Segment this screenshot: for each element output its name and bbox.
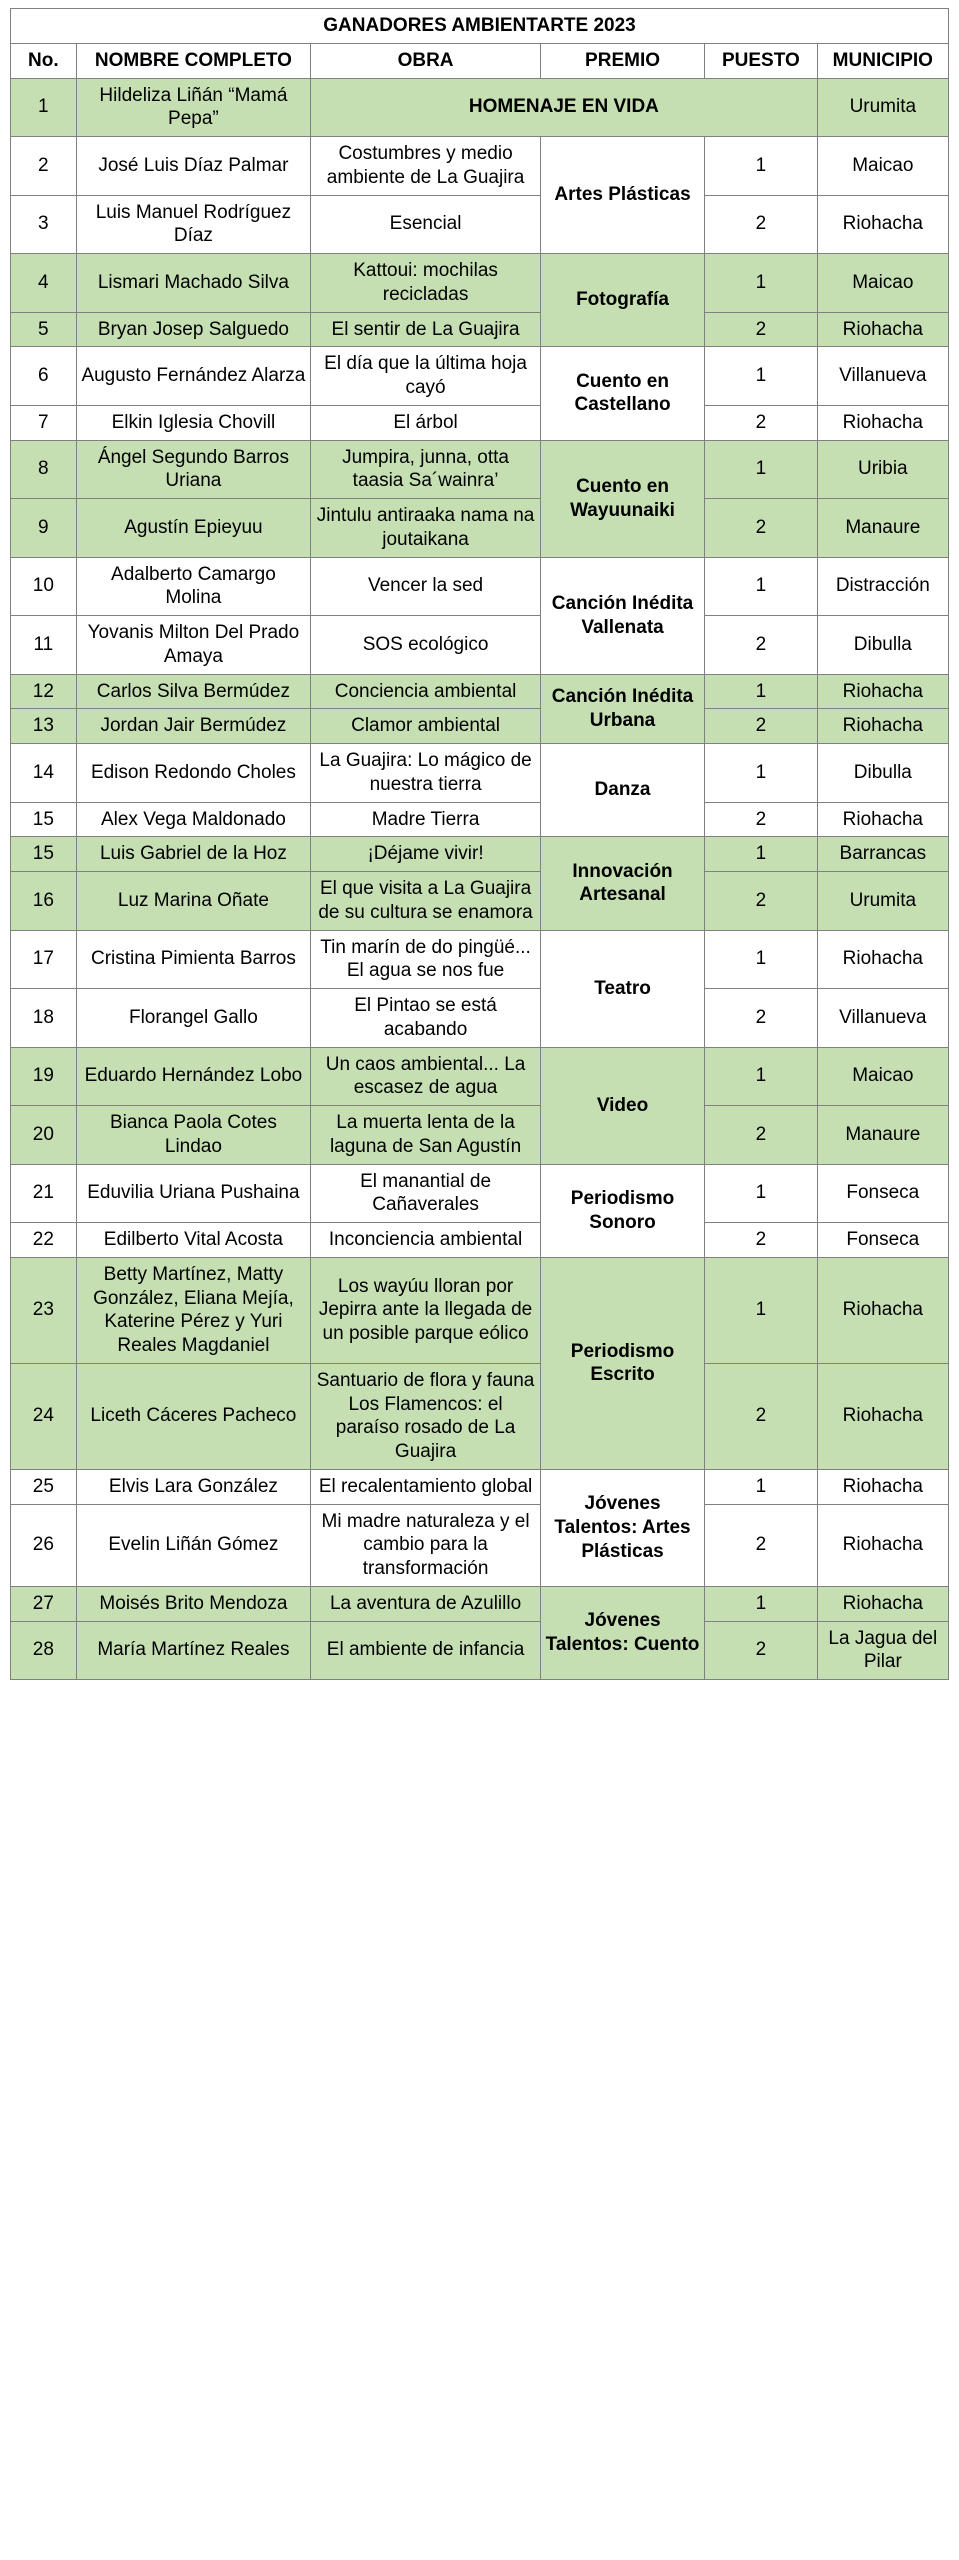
cell-obra: Un caos ambiental... La escasez de agua	[311, 1047, 541, 1106]
cell-nombre: Hildeliza Liñán “Mamá Pepa”	[76, 78, 311, 137]
cell-nombre: José Luis Díaz Palmar	[76, 137, 311, 196]
table-row	[11, 1223, 949, 1258]
table-row	[11, 989, 949, 1048]
cell-puesto: 2	[705, 1223, 818, 1258]
table-row	[11, 1469, 949, 1504]
cell-premio: Canción Inédita Vallenata	[540, 557, 704, 674]
cell-obra: Kattoui: mochilas recicladas	[311, 254, 541, 313]
table-row	[11, 440, 949, 499]
cell-obra: La aventura de Azulillo	[311, 1586, 541, 1621]
column-header-nombre: NOMBRE COMPLETO	[76, 43, 311, 78]
cell-obra: Jintulu antiraaka nama na joutaikana	[311, 499, 541, 558]
cell-obra: La Guajira: Lo mágico de nuestra tierra	[311, 744, 541, 803]
cell-municipio: Maicao	[817, 1047, 948, 1106]
table-header	[11, 9, 949, 79]
cell-obra: El día que la última hoja cayó	[311, 347, 541, 406]
table-row	[11, 1363, 949, 1469]
cell-obra: Esencial	[311, 195, 541, 254]
table-row	[11, 195, 949, 254]
cell-puesto: 1	[705, 1586, 818, 1621]
cell-puesto: 2	[705, 989, 818, 1048]
cell-municipio: Dibulla	[817, 744, 948, 803]
cell-municipio: Riohacha	[817, 1363, 948, 1469]
cell-puesto: 2	[705, 616, 818, 675]
cell-puesto: 1	[705, 1164, 818, 1223]
cell-nombre: Edison Redondo Choles	[76, 744, 311, 803]
cell-municipio: Riohacha	[817, 674, 948, 709]
cell-no: 28	[11, 1621, 77, 1680]
cell-municipio: Riohacha	[817, 1504, 948, 1586]
cell-puesto: 2	[705, 709, 818, 744]
cell-nombre: Ángel Segundo Barros Uriana	[76, 440, 311, 499]
cell-no: 27	[11, 1586, 77, 1621]
cell-no: 14	[11, 744, 77, 803]
cell-puesto: 1	[705, 744, 818, 803]
cell-obra: El sentir de La Guajira	[311, 312, 541, 347]
table-row	[11, 709, 949, 744]
cell-no: 4	[11, 254, 77, 313]
cell-nombre: Elvis Lara González	[76, 1469, 311, 1504]
cell-municipio: Riohacha	[817, 1469, 948, 1504]
cell-municipio: Riohacha	[817, 709, 948, 744]
title-row	[11, 9, 949, 44]
table-row	[11, 312, 949, 347]
cell-obra: El ambiente de infancia	[311, 1621, 541, 1680]
winners-table	[10, 8, 949, 1680]
page-title: GANADORES AMBIENTARTE 2023	[11, 9, 949, 44]
cell-obra: Tin marín de do pingüé... El agua se nos fue	[311, 930, 541, 989]
cell-nombre: Cristina Pimienta Barros	[76, 930, 311, 989]
table-row	[11, 499, 949, 558]
cell-obra: Conciencia ambiental	[311, 674, 541, 709]
cell-municipio: Dibulla	[817, 616, 948, 675]
cell-no: 10	[11, 557, 77, 616]
cell-nombre: Evelin Liñán Gómez	[76, 1504, 311, 1586]
cell-no: 2	[11, 137, 77, 196]
cell-puesto: 1	[705, 837, 818, 872]
table-row	[11, 802, 949, 837]
table-row	[11, 347, 949, 406]
table-row	[11, 744, 949, 803]
cell-no: 11	[11, 616, 77, 675]
cell-puesto: 1	[705, 1469, 818, 1504]
cell-puesto: 2	[705, 1106, 818, 1165]
cell-premio: Cuento en Wayuunaiki	[540, 440, 704, 557]
cell-puesto: 2	[705, 499, 818, 558]
table-row	[11, 1106, 949, 1165]
cell-municipio: Fonseca	[817, 1223, 948, 1258]
cell-municipio: Manaure	[817, 499, 948, 558]
cell-no: 16	[11, 872, 77, 931]
column-header-puesto: PUESTO	[705, 43, 818, 78]
cell-premio: Jóvenes Talentos: Cuento	[540, 1586, 704, 1679]
cell-no: 25	[11, 1469, 77, 1504]
table-row	[11, 674, 949, 709]
cell-puesto: 2	[705, 312, 818, 347]
cell-nombre: Lismari Machado Silva	[76, 254, 311, 313]
cell-puesto: 1	[705, 1047, 818, 1106]
table-row	[11, 78, 949, 137]
cell-obra: Santuario de flora y fauna Los Flamencos: el paraíso rosado de La Guajira	[311, 1363, 541, 1469]
cell-premio: Fotografía	[540, 254, 704, 347]
cell-nombre: Eduvilia Uriana Pushaina	[76, 1164, 311, 1223]
cell-puesto: 1	[705, 137, 818, 196]
cell-obra: El Pintao se está acabando	[311, 989, 541, 1048]
cell-nombre: Yovanis Milton Del Prado Amaya	[76, 616, 311, 675]
cell-no: 1	[11, 78, 77, 137]
table-row	[11, 254, 949, 313]
cell-puesto: 2	[705, 405, 818, 440]
cell-municipio: Villanueva	[817, 347, 948, 406]
cell-obra: El recalentamiento global	[311, 1469, 541, 1504]
cell-municipio: Barrancas	[817, 837, 948, 872]
cell-obra: El que visita a La Guajira de su cultura se enamora	[311, 872, 541, 931]
cell-nombre: Alex Vega Maldonado	[76, 802, 311, 837]
column-header-no: No.	[11, 43, 77, 78]
cell-no: 17	[11, 930, 77, 989]
cell-premio: Danza	[540, 744, 704, 837]
cell-puesto: 2	[705, 802, 818, 837]
cell-premio: Periodismo Escrito	[540, 1257, 704, 1469]
column-header-premio: PREMIO	[540, 43, 704, 78]
cell-municipio: Riohacha	[817, 195, 948, 254]
cell-no: 24	[11, 1363, 77, 1469]
cell-municipio: La Jagua del Pilar	[817, 1621, 948, 1680]
cell-obra: El manantial de Cañaverales	[311, 1164, 541, 1223]
cell-no: 21	[11, 1164, 77, 1223]
table-row	[11, 837, 949, 872]
cell-obra: Inconciencia ambiental	[311, 1223, 541, 1258]
cell-obra: El árbol	[311, 405, 541, 440]
table-row	[11, 1621, 949, 1680]
column-header-row	[11, 43, 949, 78]
cell-premio: Video	[540, 1047, 704, 1164]
cell-municipio: Maicao	[817, 137, 948, 196]
cell-nombre: Elkin Iglesia Chovill	[76, 405, 311, 440]
cell-municipio: Villanueva	[817, 989, 948, 1048]
table-row	[11, 1257, 949, 1363]
cell-nombre: Carlos Silva Bermúdez	[76, 674, 311, 709]
table-row	[11, 137, 949, 196]
cell-premio: Artes Plásticas	[540, 137, 704, 254]
cell-obra: Mi madre naturaleza y el cambio para la transformación	[311, 1504, 541, 1586]
cell-nombre: Liceth Cáceres Pacheco	[76, 1363, 311, 1469]
cell-premio: Periodismo Sonoro	[540, 1164, 704, 1257]
cell-no: 6	[11, 347, 77, 406]
cell-puesto: 2	[705, 195, 818, 254]
cell-obra-merged: HOMENAJE EN VIDA	[311, 78, 817, 137]
cell-nombre: Luis Gabriel de la Hoz	[76, 837, 311, 872]
cell-nombre: Moisés Brito Mendoza	[76, 1586, 311, 1621]
cell-obra: Los wayúu lloran por Jepirra ante la llegada de un posible parque eólico	[311, 1257, 541, 1363]
cell-no: 9	[11, 499, 77, 558]
cell-puesto: 1	[705, 674, 818, 709]
cell-premio: Cuento en Castellano	[540, 347, 704, 440]
table-row	[11, 557, 949, 616]
cell-nombre: Eduardo Hernández Lobo	[76, 1047, 311, 1106]
table-row	[11, 405, 949, 440]
cell-obra: La muerta lenta de la laguna de San Agustín	[311, 1106, 541, 1165]
table-row	[11, 1047, 949, 1106]
cell-obra: ¡Déjame vivir!	[311, 837, 541, 872]
cell-premio: Canción Inédita Urbana	[540, 674, 704, 744]
table-row	[11, 930, 949, 989]
cell-municipio: Riohacha	[817, 405, 948, 440]
cell-no: 8	[11, 440, 77, 499]
cell-nombre: Bianca Paola Cotes Lindao	[76, 1106, 311, 1165]
cell-obra: Jumpira, junna, otta taasia Sa´wainra’	[311, 440, 541, 499]
cell-municipio: Fonseca	[817, 1164, 948, 1223]
cell-nombre: Adalberto Camargo Molina	[76, 557, 311, 616]
cell-puesto: 1	[705, 557, 818, 616]
cell-puesto: 2	[705, 1621, 818, 1680]
cell-municipio: Uribia	[817, 440, 948, 499]
cell-municipio: Riohacha	[817, 312, 948, 347]
table-body	[11, 78, 949, 1680]
cell-puesto: 1	[705, 440, 818, 499]
cell-municipio: Riohacha	[817, 802, 948, 837]
cell-municipio: Riohacha	[817, 1257, 948, 1363]
cell-puesto: 1	[705, 930, 818, 989]
cell-no: 15	[11, 837, 77, 872]
cell-no: 3	[11, 195, 77, 254]
cell-nombre: Luz Marina Oñate	[76, 872, 311, 931]
cell-no: 5	[11, 312, 77, 347]
cell-puesto: 2	[705, 1363, 818, 1469]
cell-puesto: 2	[705, 1504, 818, 1586]
cell-puesto: 1	[705, 347, 818, 406]
cell-no: 7	[11, 405, 77, 440]
cell-premio: Jóvenes Talentos: Artes Plásticas	[540, 1469, 704, 1586]
cell-no: 18	[11, 989, 77, 1048]
cell-no: 19	[11, 1047, 77, 1106]
cell-obra: Costumbres y medio ambiente de La Guajira	[311, 137, 541, 196]
cell-no: 15	[11, 802, 77, 837]
cell-no: 13	[11, 709, 77, 744]
cell-puesto: 1	[705, 254, 818, 313]
cell-puesto: 1	[705, 1257, 818, 1363]
cell-no: 12	[11, 674, 77, 709]
cell-no: 20	[11, 1106, 77, 1165]
cell-no: 23	[11, 1257, 77, 1363]
cell-nombre: Florangel Gallo	[76, 989, 311, 1048]
table-row	[11, 1164, 949, 1223]
cell-no: 22	[11, 1223, 77, 1258]
column-header-obra: OBRA	[311, 43, 541, 78]
cell-municipio: Distracción	[817, 557, 948, 616]
table-row	[11, 1504, 949, 1586]
table-row	[11, 872, 949, 931]
cell-municipio: Urumita	[817, 872, 948, 931]
cell-obra: Vencer la sed	[311, 557, 541, 616]
cell-nombre: Bryan Josep Salguedo	[76, 312, 311, 347]
cell-no: 26	[11, 1504, 77, 1586]
cell-obra: SOS ecológico	[311, 616, 541, 675]
cell-premio: Innovación Artesanal	[540, 837, 704, 930]
cell-nombre: Edilberto Vital Acosta	[76, 1223, 311, 1258]
column-header-municipio: MUNICIPIO	[817, 43, 948, 78]
cell-nombre: Jordan Jair Bermúdez	[76, 709, 311, 744]
cell-obra: Madre Tierra	[311, 802, 541, 837]
cell-nombre: Augusto Fernández Alarza	[76, 347, 311, 406]
cell-obra: Clamor ambiental	[311, 709, 541, 744]
cell-municipio: Urumita	[817, 78, 948, 137]
cell-nombre: Agustín Epieyuu	[76, 499, 311, 558]
cell-puesto: 2	[705, 872, 818, 931]
cell-nombre: María Martínez Reales	[76, 1621, 311, 1680]
cell-municipio: Manaure	[817, 1106, 948, 1165]
table-row	[11, 616, 949, 675]
cell-municipio: Riohacha	[817, 930, 948, 989]
cell-municipio: Maicao	[817, 254, 948, 313]
cell-municipio: Riohacha	[817, 1586, 948, 1621]
cell-nombre: Luis Manuel Rodríguez Díaz	[76, 195, 311, 254]
cell-premio: Teatro	[540, 930, 704, 1047]
cell-nombre: Betty Martínez, Matty González, Eliana Mejía, Katerine Pérez y Yuri Reales Magdaniel	[76, 1257, 311, 1363]
table-row	[11, 1586, 949, 1621]
